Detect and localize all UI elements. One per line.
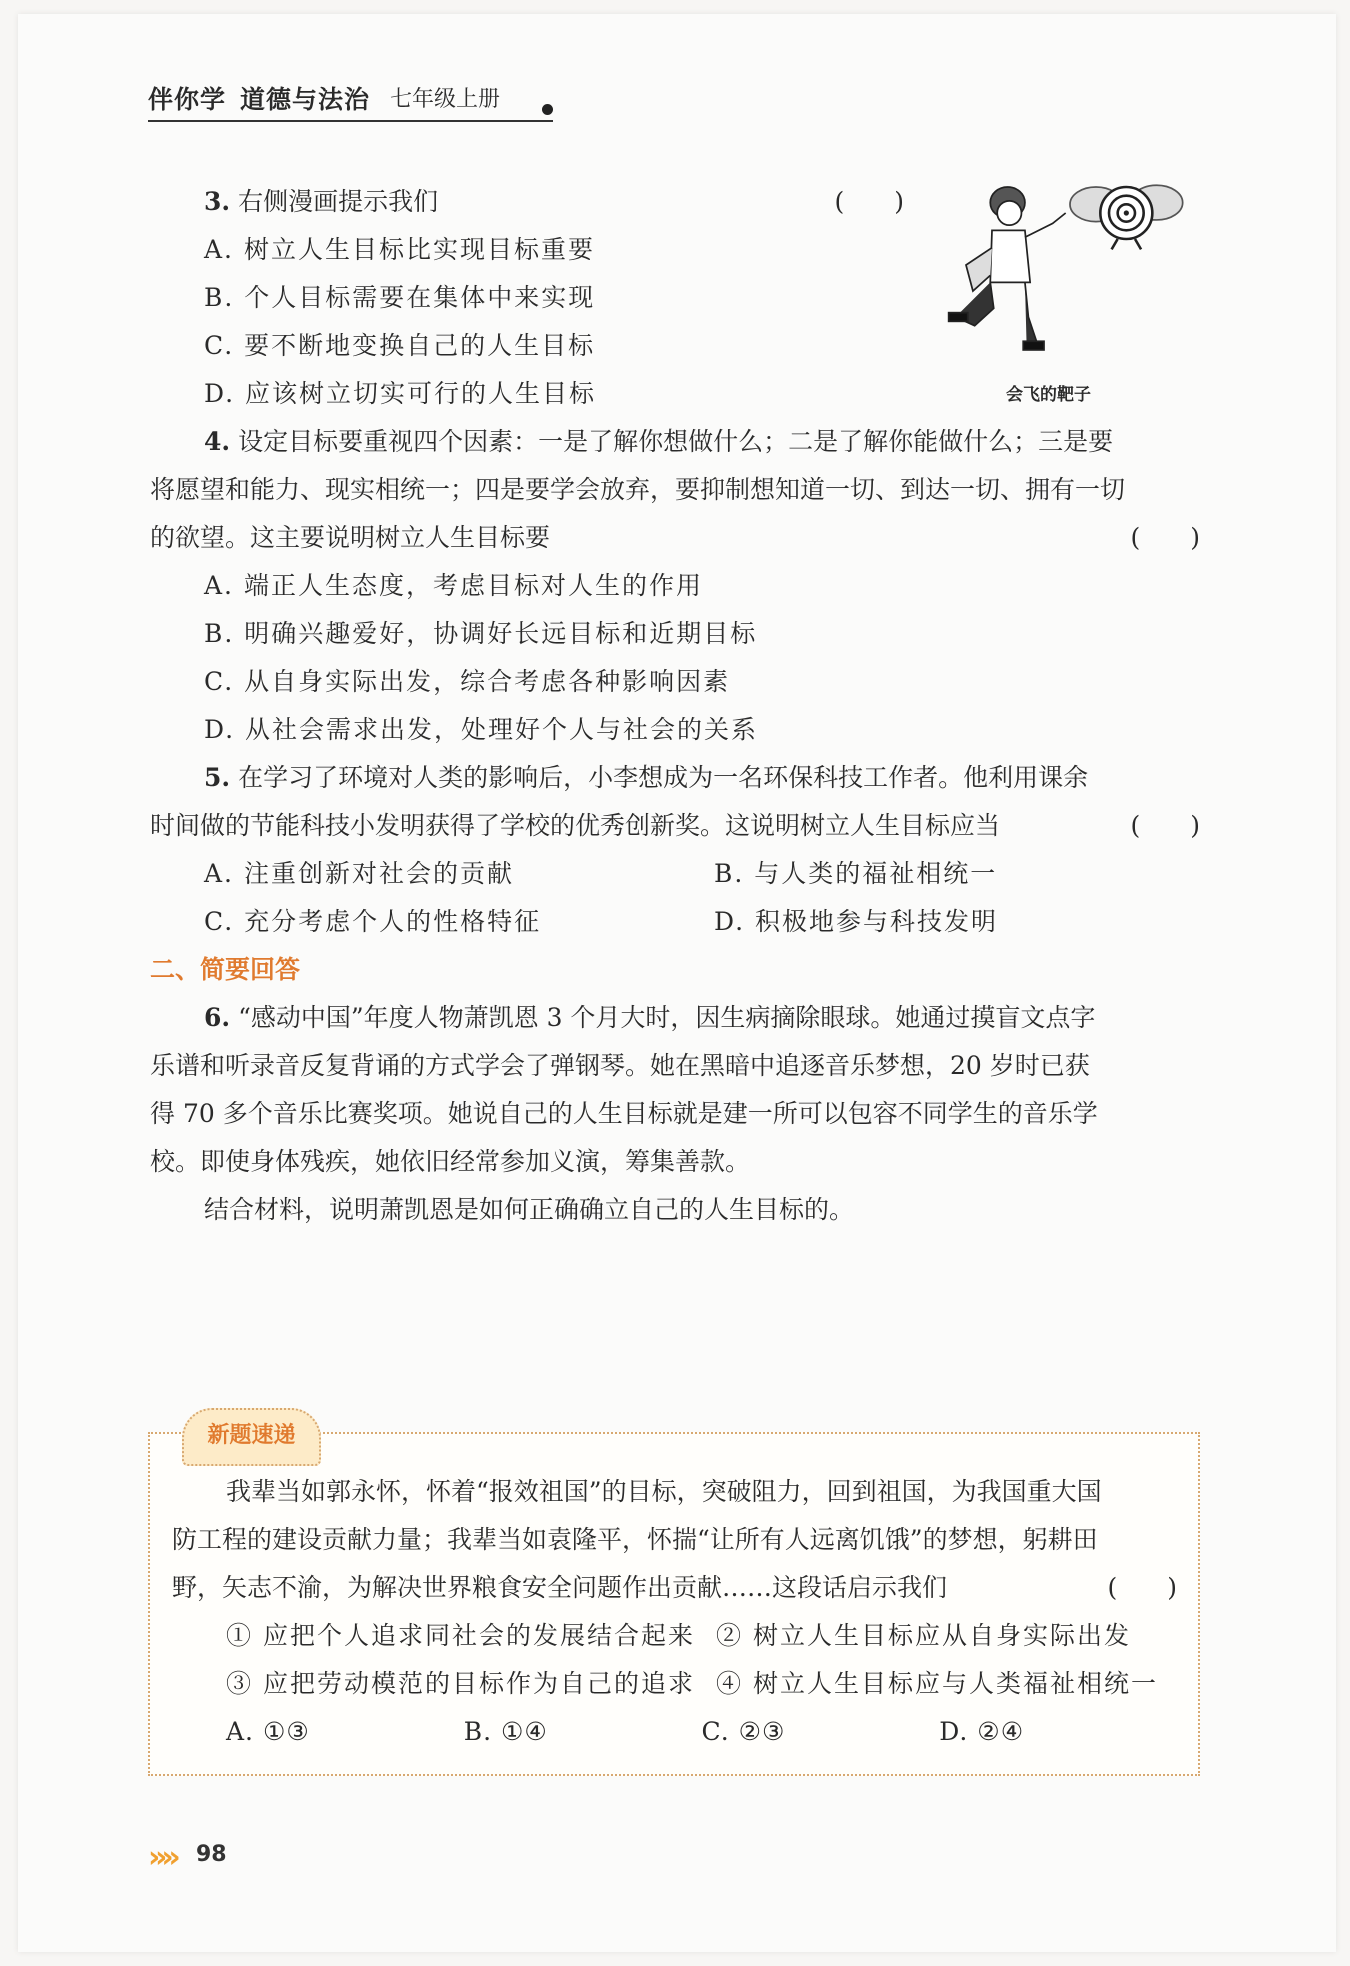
nq-line-2: 防工程的建设贡献力量；我辈当如袁隆平，怀揣“让所有人远离饥饿”的梦想，躬耕田 [172, 1525, 1098, 1554]
nq-statement-1: ① 应把个人追求同社会的发展结合起来 [226, 1621, 695, 1650]
nq-option-c[interactable]: C. ②③ [701, 1717, 786, 1746]
nq-option-b[interactable]: B. ①④ [463, 1717, 548, 1746]
section-title: 二、简要回答 [150, 955, 301, 984]
nq-answer-bracket[interactable]: ( ) [1107, 1573, 1177, 1602]
q5-line-1-text: 在学习了环境对人类的影响后，小李想成为一名环保科技工作者。他利用课余 [238, 763, 1089, 792]
header-brand: 伴你学 [148, 85, 227, 114]
nq-statement-2: ② 树立人生目标应从自身实际出发 [716, 1621, 1131, 1650]
nq-statements-row-1 [172, 1612, 1177, 1660]
q5-line-2 [150, 802, 1200, 850]
q4-option-a[interactable]: A. 端正人生态度，考虑目标对人生的作用 [204, 571, 703, 600]
nq-statements-row-2 [172, 1660, 1177, 1708]
q5-option-a[interactable]: A. 注重创新对社会的贡献 [204, 859, 514, 888]
nq-line-1: 我辈当如郭永怀，怀着“报效祖国”的目标，突破阻力，回到祖国，为我国重大国 [226, 1477, 1102, 1506]
q4-number: 4. [204, 427, 231, 456]
q4-line-3 [150, 514, 1200, 562]
q5-option-c[interactable]: C. 充分考虑个人的性格特征 [204, 907, 542, 936]
double-chevron-icon: »» [148, 1840, 175, 1875]
q6-line-4: 校。即使身体残疾，她依旧经常参加义演，筹集善款。 [150, 1147, 751, 1176]
header-grade: 七年级上册 [390, 87, 501, 112]
q4-option-b[interactable]: B. 明确兴趣爱好，协调好长远目标和近期目标 [204, 619, 758, 648]
nq-line-3 [172, 1564, 1177, 1612]
q5-line-1 [150, 754, 1200, 802]
q5-option-b[interactable]: B. 与人类的福祉相统一 [714, 859, 998, 888]
q6-line-3: 得 70 多个音乐比赛奖项。她说自己的人生目标就是建一所可以包容不同学生的音乐学 [150, 1099, 1098, 1128]
new-question-tag: 新题速递 [182, 1408, 321, 1466]
nq-option-d[interactable]: D. ②④ [939, 1717, 1025, 1746]
q4-option-c[interactable]: C. 从自身实际出发，综合考虑各种影响因素 [204, 667, 731, 696]
nq-option-a[interactable]: A. ①③ [226, 1717, 310, 1746]
cartoon-caption: 会飞的靶子 [1006, 385, 1091, 405]
q5-option-d[interactable]: D. 积极地参与科技发明 [714, 907, 999, 936]
q3-option-c[interactable]: C. 要不断地变换自己的人生目标 [204, 331, 596, 360]
q5-line-2-text: 时间做的节能科技小发明获得了学校的优秀创新奖。这说明树立人生目标应当 [150, 811, 1001, 840]
q6-line-1-text: “感动中国”年度人物萧凯恩 3 个月大时，因生病摘除眼球。她通过摸盲文点字 [238, 1003, 1096, 1032]
nq-options-row [172, 1708, 1177, 1756]
nq-statement-3: ③ 应把劳动模范的目标作为自己的追求 [226, 1669, 695, 1698]
q3-number: 3. [204, 187, 231, 216]
q3-option-d[interactable]: D. 应该树立切实可行的人生目标 [204, 379, 597, 408]
q5-options-row-1 [150, 850, 1200, 898]
q5-options-row-2 [150, 898, 1200, 946]
new-question-content [172, 1468, 1177, 1756]
q5-number: 5. [204, 763, 231, 792]
q6-number: 6. [204, 1003, 231, 1032]
q3-answer-bracket[interactable]: ( ) [834, 187, 904, 216]
q4-line-1 [150, 418, 1200, 466]
q4-line-1-text: 设定目标要重视四个因素：一是了解你想做什么；二是了解你能做什么；三是要 [238, 427, 1114, 456]
q5-answer-bracket[interactable]: ( ) [1130, 811, 1200, 840]
question-content [150, 178, 1200, 1234]
q6-line-2: 乐谱和听录音反复背诵的方式学会了弹钢琴。她在黑暗中追逐音乐梦想，20 岁时已获 [150, 1051, 1090, 1080]
header-subject: 道德与法治 [240, 85, 371, 114]
q4-answer-bracket[interactable]: ( ) [1130, 523, 1200, 552]
page-number: 98 [196, 1842, 227, 1867]
header-dot [542, 104, 553, 115]
q6-line-1 [150, 994, 1200, 1042]
nq-line-3-text: 野，矢志不渝，为解决世界粮食安全问题作出贡献……这段话启示我们 [172, 1573, 948, 1602]
q4-option-d[interactable]: D. 从社会需求出发，处理好个人与社会的关系 [204, 715, 759, 744]
q4-line-2: 将愿望和能力、现实相统一；四是要学会放弃，要抑制想知道一切、到达一切、拥有一切 [150, 475, 1126, 504]
q3-option-b[interactable]: B. 个人目标需要在集体中来实现 [204, 283, 596, 312]
nq-statement-4: ④ 树立人生目标应与人类福祉相统一 [716, 1669, 1158, 1698]
running-header [148, 80, 553, 122]
q6-prompt: 结合材料，说明萧凯恩是如何正确确立自己的人生目标的。 [204, 1195, 855, 1224]
q3-stem [150, 178, 904, 226]
q4-line-3-text: 的欲望。这主要说明树立人生目标要 [150, 523, 551, 552]
q3-option-a[interactable]: A. 树立人生目标比实现目标重要 [204, 235, 595, 264]
q3-stem-text: 右侧漫画提示我们 [238, 187, 439, 216]
